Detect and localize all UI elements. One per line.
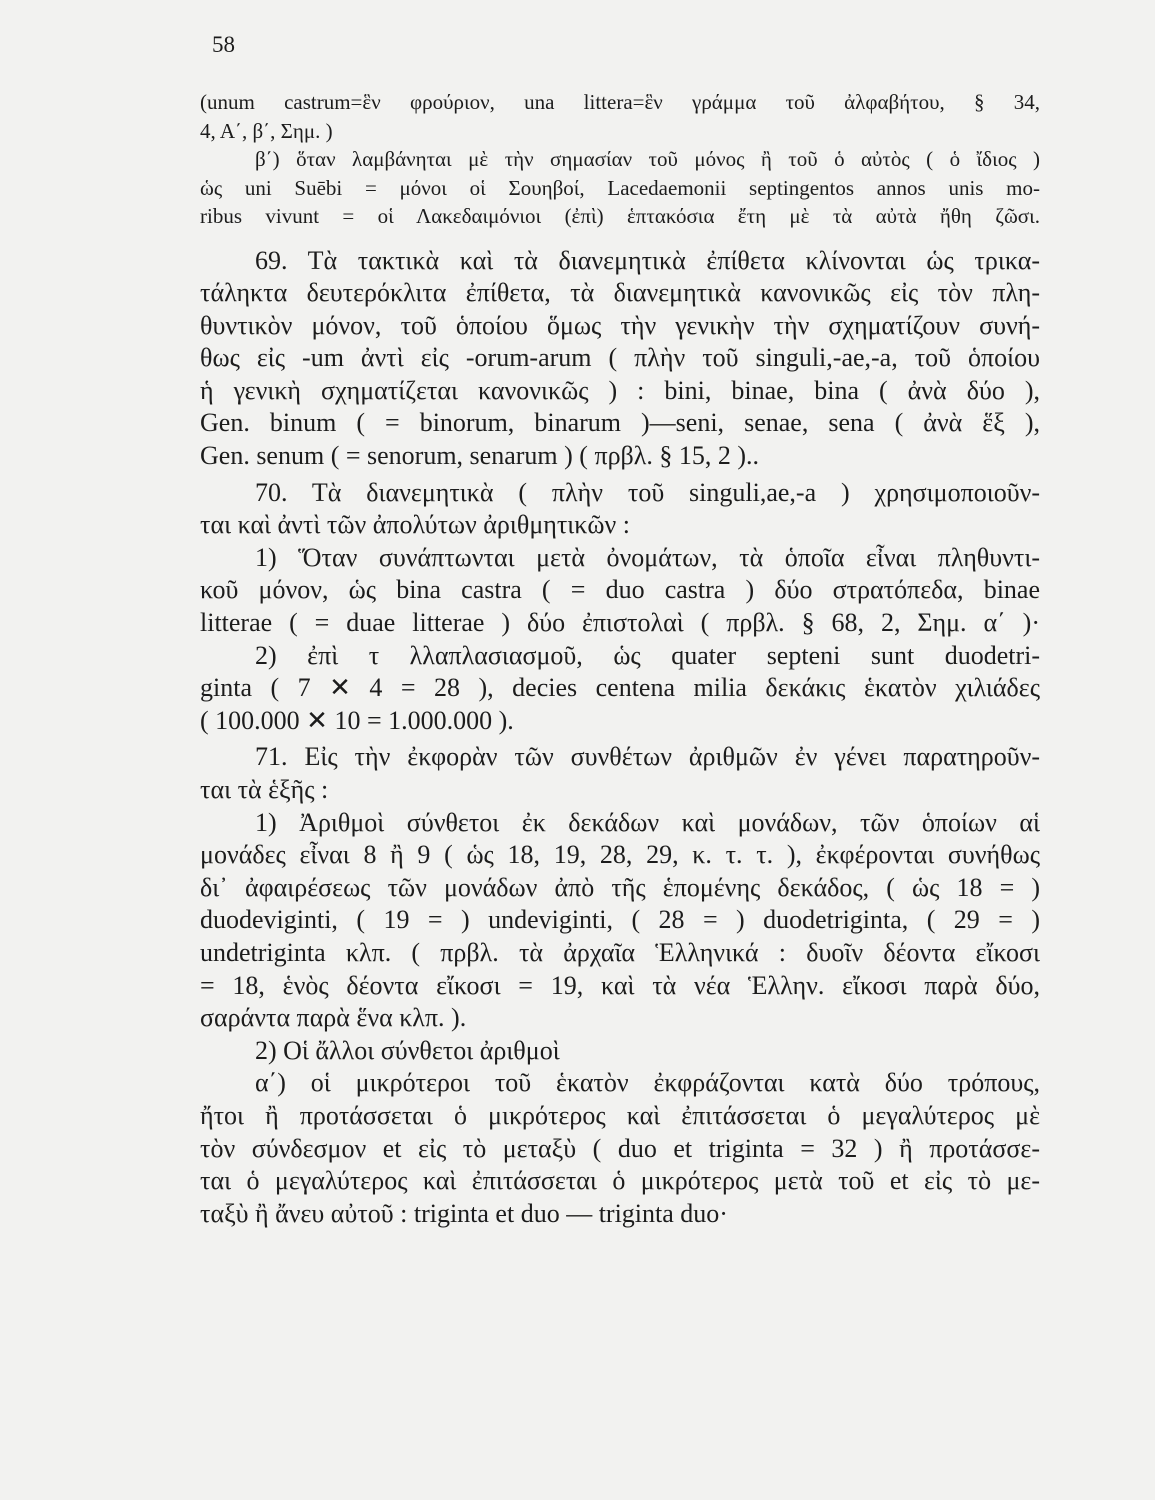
text-line: Gen. senum ( = senorum, senarum ) ( πρβλ. § 15, 2 )..	[200, 441, 760, 471]
text-line: τάληκτα δευτερόκλιτα ἐπίθετα, τὰ διανεμητικὰ κανονικῶς εἰς τὸν πλη-	[200, 278, 1040, 308]
section-69	[200, 245, 1040, 473]
text-line: θως εἰς -um ἀντὶ εἰς -orum-arum ( πλὴν τοῦ singuli,-ae,-a, τοῦ ὁποίου	[200, 343, 1040, 373]
body-text	[200, 88, 1040, 1230]
section-71	[200, 741, 1040, 1230]
text-line: 2) ἐπὶ τ λλαπλασιασμοῦ, ὡς quater septeni sunt duodetri-	[255, 640, 1040, 670]
text-line: 2) Οἱ ἄλλοι σύνθετοι ἀριθμοὶ	[255, 1035, 560, 1065]
text-line: σαράντα παρὰ ἕνα κλπ. ).	[200, 1003, 467, 1033]
text-line: ται καὶ ἀντὶ τῶν ἀπολύτων ἀριθμητικῶν :	[200, 510, 630, 540]
text-line: = 18, ἑνὸς δέοντα εἴκοσι = 19, καὶ τὰ νέα Ἑλλην. εἴκοσι παρὰ δύο,	[200, 970, 1040, 1000]
text-line: litterae ( = duae litterae ) δύο ἐπιστολαὶ ( πρβλ. § 68, 2, Σημ. α΄ )·	[200, 608, 1040, 638]
text-line: τὸν σύνδεσμον et εἰς τὸ μεταξὺ ( duo et triginta = 32 ) ἢ προτάσσε-	[200, 1133, 1040, 1163]
text-line: ( 100.000 ✕ 10 = 1.000.000 ).	[200, 705, 514, 735]
text-line: ται ὁ μεγαλύτερος καὶ ἐπιτάσσεται ὁ μικρότερος μετὰ τοῦ et εἰς τὸ με-	[200, 1166, 1040, 1196]
text-line: 1) Ἀριθμοὶ σύνθετοι ἐκ δεκάδων καὶ μονάδων, τῶν ὁποίων αἱ	[255, 807, 1040, 837]
text-line: duodeviginti, ( 19 = ) undeviginti, ( 28 = ) duodetriginta, ( 29 = )	[200, 905, 1040, 935]
text-line: ται τὰ ἑξῆς :	[200, 775, 329, 804]
intro-paragraph	[200, 88, 1040, 231]
text-line: ginta ( 7 ✕ 4 = 28 ), decies centena milia δεκάκις ἑκατὸν χιλιάδες	[200, 673, 1040, 703]
text-line: ταξὺ ἢ ἄνευ αὐτοῦ : triginta et duo — triginta duo·	[200, 1198, 728, 1228]
text-line: Gen. binum ( = binorum, binarum )—seni, senae, sena ( ἀνὰ ἕξ ),	[200, 408, 1040, 438]
text-line: 4, Α΄, β΄, Σημ. )	[200, 118, 333, 143]
text-line: 70. Τὰ διανεμητικὰ ( πλὴν τοῦ singuli,ae,-a ) χρησιμοποιοῦν-	[255, 477, 1040, 507]
text-line: undetriginta κλπ. ( πρβλ. τὰ ἀρχαῖα Ἑλληνικά : δυοῖν δέοντα εἴκοσι	[200, 937, 1040, 967]
text-line: θυντικὸν μόνον, τοῦ ὁποίου ὅμως τὴν γενικὴν τὴν σχηματίζουν συνή-	[200, 310, 1040, 340]
text-line: κοῦ μόνον, ὡς bina castra ( = duo castra ) δύο στρατόπεδα, binae	[200, 575, 1040, 605]
text-line: α΄) οἱ μικρότεροι τοῦ ἑκατὸν ἐκφράζονται κατὰ δύο τρόπους,	[255, 1068, 1040, 1098]
text-line: ribus vivunt = οἱ Λακεδαιμόνιοι (ἐπὶ) ἑπτακόσια ἔτη μὲ τὰ αὐτὰ ἤθη ζῶσι.	[200, 204, 1040, 228]
text-line: ἡ γενικὴ σχηματίζεται κανονικῶς ) : bini, binae, bina ( ἀνὰ δύο ),	[200, 375, 1040, 405]
text-line: ὡς uni Suēbi = μόνοι οἱ Σουηβοί, Lacedaemonii septingentos annos unis mo-	[200, 175, 1040, 200]
page-number: 58	[212, 32, 235, 57]
text-line: ἤτοι ἢ προτάσσεται ὁ μικρότερος καὶ ἐπιτάσσεται ὁ μεγαλύτερος μὲ	[200, 1100, 1040, 1130]
text-line: 71. Εἰς τὴν ἐκφορὰν τῶν συνθέτων ἀριθμῶν ἐν γένει παρατηροῦν-	[255, 742, 1040, 772]
text-line: δι᾽ ἀφαιρέσεως τῶν μονάδων ἀπὸ τῆς ἑπομένης δεκάδος, ( ὡς 18 = )	[200, 872, 1040, 902]
text-line: (unum castrum=ἓν φρούριον, una littera=ἓν γράμμα τοῦ ἀλφαβήτου, § 34,	[200, 90, 1040, 114]
text-line: 69. Τὰ τακτικὰ καὶ τὰ διανεμητικὰ ἐπίθετα κλίνονται ὡς τρικα-	[255, 245, 1040, 275]
text-line: β΄) ὅταν λαμβάνηται μὲ τὴν σημασίαν τοῦ μόνος ἢ τοῦ ὁ αὐτὸς ( ὁ ἴδιος )	[255, 147, 1040, 171]
section-70	[200, 477, 1040, 738]
text-line: μονάδες εἶναι 8 ἢ 9 ( ὡς 18, 19, 28, 29, κ. τ. τ. ), ἐκφέρονται συνήθως	[200, 840, 1040, 870]
text-line: 1) Ὅταν συνάπτωνται μετὰ ὀνομάτων, τὰ ὁποῖα εἶναι πληθυντι-	[255, 542, 1040, 572]
